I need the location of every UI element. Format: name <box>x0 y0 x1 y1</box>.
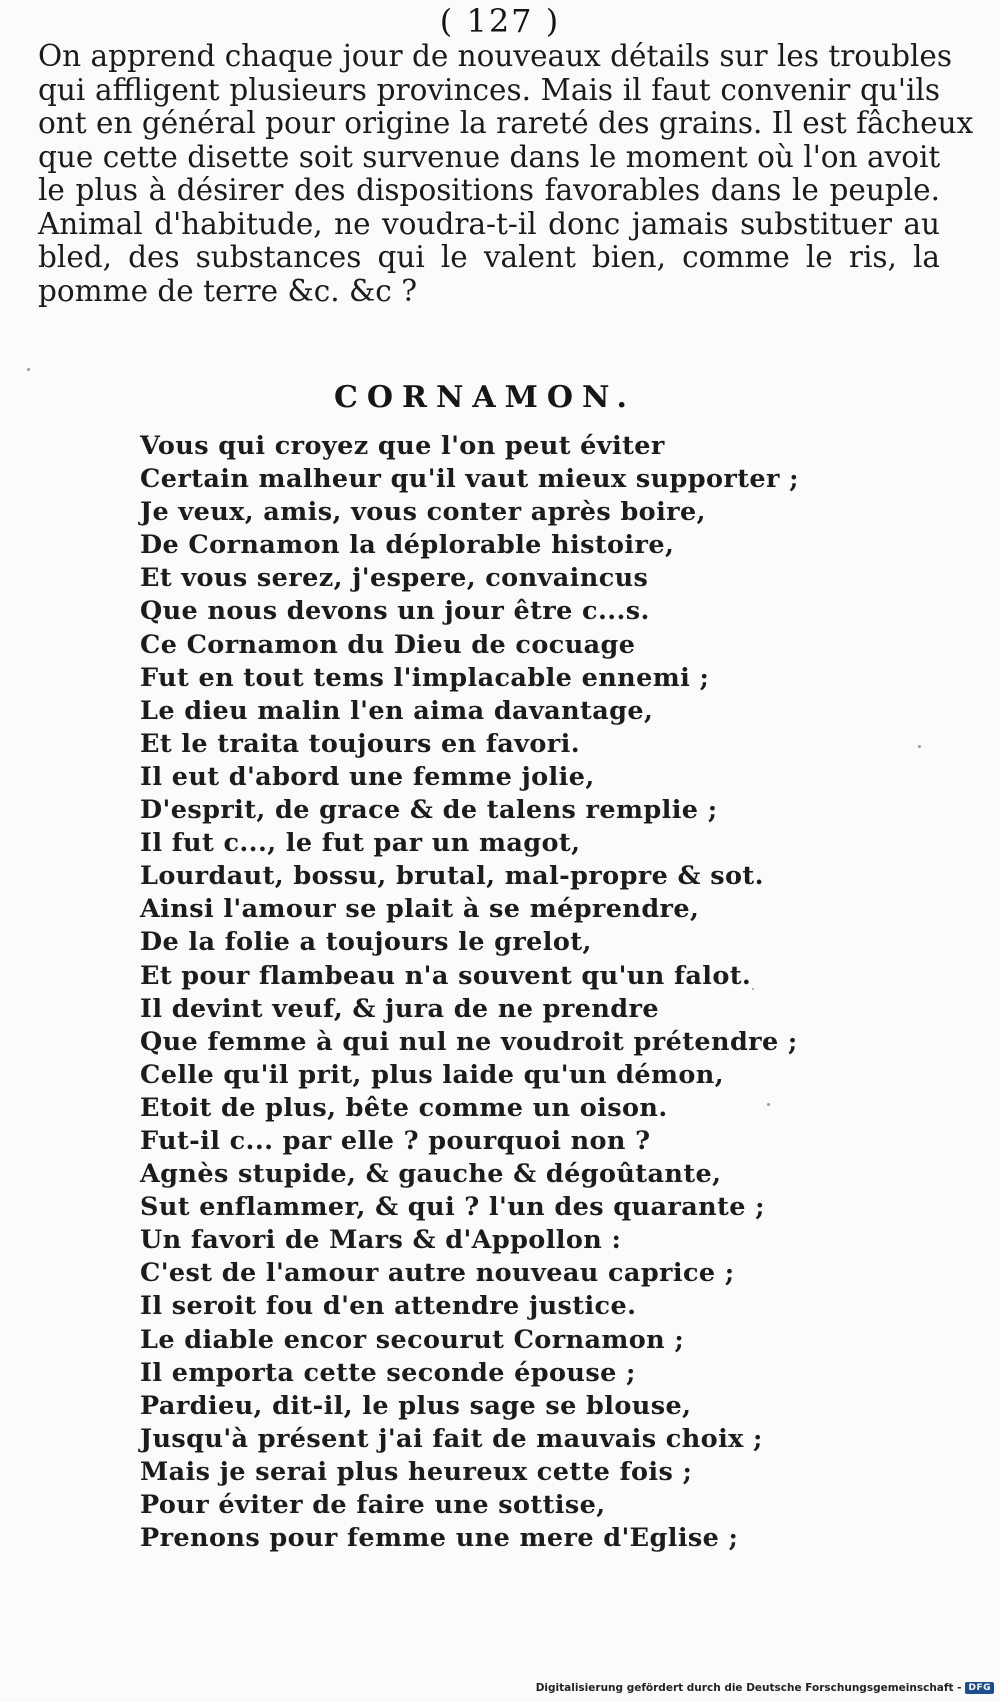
digitization-credit <box>536 1682 994 1694</box>
prose-line: pomme de terre &c. &c ? <box>38 273 418 308</box>
prose-paragraph <box>38 39 974 308</box>
verse-line: Il emporta cette seconde épouse ; <box>140 1357 636 1388</box>
verse-line: Etoit de plus, bête comme un oison. <box>140 1092 668 1123</box>
verse-line: Lourdaut, bossu, brutal, mal-propre & sot. <box>140 861 764 892</box>
verse-line: Le dieu malin l'en aima davantage, <box>140 695 654 726</box>
verse-line: Et vous serez, j'espere, convaincus <box>140 563 649 594</box>
verse-line: Sut enflammer, & qui ? l'un des quarante ; <box>140 1192 765 1223</box>
verse-line: De la folie a toujours le grelot, <box>140 927 592 958</box>
verse-line: D'esprit, de grace & de talens remplie ; <box>140 795 718 826</box>
scan-speck <box>752 988 754 990</box>
prose-line: On apprend chaque jour de nouveaux détails sur les troubles <box>38 39 952 73</box>
verse-line: Pardieu, dit-il, le plus sage se blouse, <box>140 1390 692 1421</box>
page-number: ( 127 ) <box>439 2 561 40</box>
scan-speck <box>918 745 921 748</box>
verse-line: Que femme à qui nul ne voudroit prétendre ; <box>140 1026 798 1057</box>
scan-speck <box>767 1103 770 1106</box>
verse-line: Agnès stupide, & gauche & dégoûtante, <box>140 1159 722 1190</box>
verse-line: Celle qu'il prit, plus laide qu'un démon, <box>140 1059 725 1090</box>
verse-line: Prenons pour femme une mere d'Eglise ; <box>140 1523 739 1554</box>
prose-line: qui affligent plusieurs provinces. Mais il faut convenir qu'ils <box>38 72 940 107</box>
verse-line: C'est de l'amour autre nouveau caprice ; <box>140 1258 735 1289</box>
verse-line: Le diable encor secourut Cornamon ; <box>140 1324 685 1355</box>
verse-line: Ainsi l'amour se plait à se méprendre, <box>140 894 700 925</box>
verse-line: Il seroit fou d'en attendre justice. <box>140 1291 637 1322</box>
scan-speck <box>27 368 30 371</box>
credit-text: Digitalisierung gefördert durch die Deutsche Forschungsgemeinschaft - <box>535 1682 962 1694</box>
verse-line: Il fut c..., le fut par un magot, <box>140 828 581 859</box>
verse-line: De Cornamon la déplorable histoire, <box>140 530 675 561</box>
verse-line: Et le traita toujours en favori. <box>140 728 581 759</box>
verse-line: Et pour flambeau n'a souvent qu'un falot. <box>140 960 752 991</box>
verse-line: Je veux, amis, vous conter après boire, <box>140 497 706 528</box>
verse-line: Pour éviter de faire une sottise, <box>140 1490 606 1520</box>
verse-line: Vous qui croyez que l'on peut éviter <box>140 431 665 461</box>
dfg-logo-icon: DFG <box>965 1682 994 1694</box>
prose-line: que cette disette soit survenue dans le moment où l'on avoit <box>38 139 941 174</box>
prose-line: le plus à désirer des dispositions favorables dans le peuple. <box>38 173 940 207</box>
poem-body <box>140 430 799 1555</box>
poem-title: CORNAMON. <box>334 380 636 415</box>
verse-line: Certain malheur qu'il vaut mieux supporter ; <box>140 464 799 495</box>
prose-line: ont en général pour origine la rareté des grains. Il est fâcheux <box>38 106 974 140</box>
verse-line: Mais je serai plus heureux cette fois ; <box>140 1456 693 1487</box>
verse-line: Fut en tout tems l'implacable ennemi ; <box>140 662 710 693</box>
prose-line: Animal d'habitude, ne voudra-t-il donc jamais substituer au <box>38 206 940 241</box>
verse-line: Fut-il c... par elle ? pourquoi non ? <box>140 1125 651 1156</box>
verse-line: Il devint veuf, & jura de ne prendre <box>140 993 659 1024</box>
verse-line: Un favori de Mars & d'Appollon : <box>140 1225 622 1256</box>
verse-line: Ce Cornamon du Dieu de cocuage <box>140 629 636 660</box>
verse-line: Que nous devons un jour être c...s. <box>140 596 650 627</box>
verse-line: Il eut d'abord une femme jolie, <box>140 761 595 792</box>
prose-line: bled, des substances qui le valent bien, comme le ris, la <box>38 240 940 274</box>
verse-line: Jusqu'à présent j'ai fait de mauvais choix ; <box>140 1423 763 1454</box>
